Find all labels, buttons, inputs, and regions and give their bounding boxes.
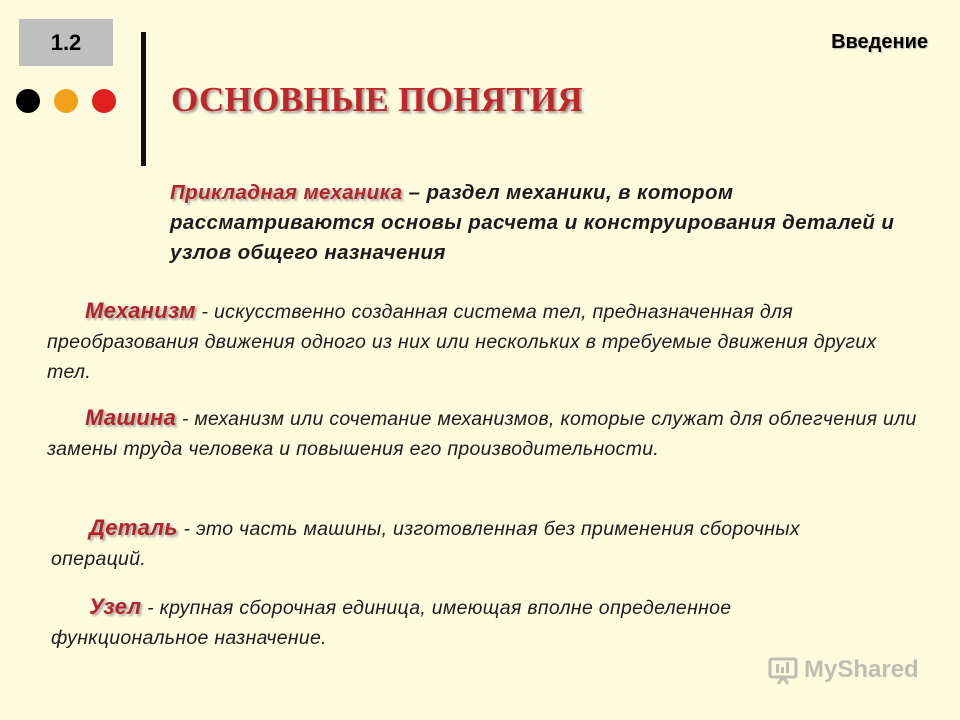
vertical-divider [141,32,146,166]
page-title: ОСНОВНЫЕ ПОНЯТИЯ [171,80,583,119]
term-machine: Машина [85,405,177,430]
section-label: Введение [831,31,928,53]
text-part: - это часть машины, изготовленная без применения сборочных операций. [51,518,800,570]
definition-part [51,513,851,574]
term-unit: Узел [89,594,142,619]
text-machine: - механизм или сочетание механизмов, которые служат для облегчения или замены труда человека и повышения его производительности. [47,408,917,460]
intro-definition [170,178,915,268]
bullet-dots [16,89,116,113]
term-part: Деталь [89,515,178,540]
black-dot [16,89,40,113]
red-dot [92,89,116,113]
definition-mechanism [47,296,907,387]
definition-unit [51,592,871,653]
intro-text: – раздел механики, в котором рассматриваются основы расчета и конструирования деталей и узлов общего назначения [170,181,895,264]
text-mechanism: - искусственно созданная система тел, предназначенная для преобразования движения одного из них или нескольких в требуемые движения других тел. [47,301,877,383]
watermark-text: MyShared [804,656,919,683]
term-mechanism: Механизм [85,298,196,323]
slide-number: 1.2 [19,19,113,66]
text-unit: - крупная сборочная единица, имеющая вполне определенное функциональное назначение. [51,597,732,649]
orange-dot [54,89,78,113]
presentation-icon [768,655,798,685]
definition-machine [47,403,917,464]
intro-term: Прикладная механика [170,181,403,204]
watermark [768,655,919,685]
